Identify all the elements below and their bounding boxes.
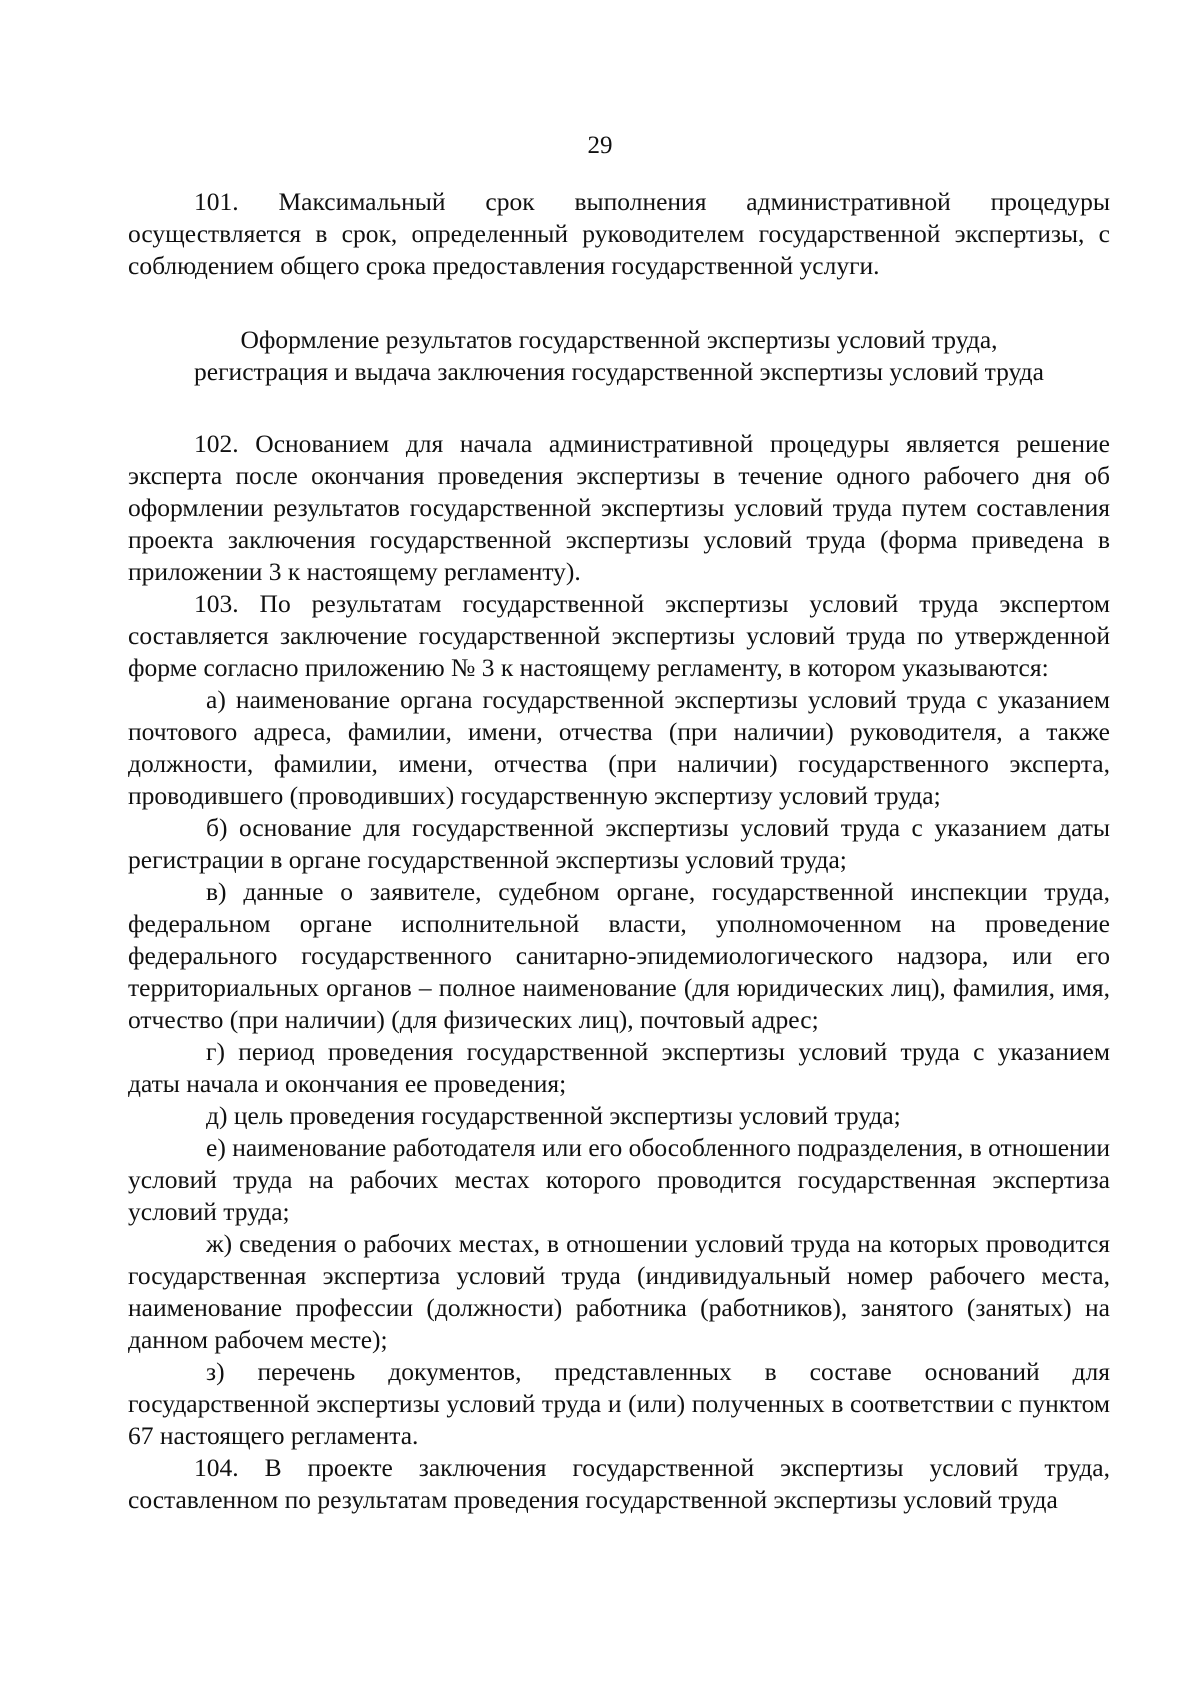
list-item-d: д) цель проведения государственной экспертизы условий труда; — [206, 1101, 901, 1130]
list-item-zh: ж) сведения о рабочих местах, в отношении условий труда на которых проводится государственная экспертиза условий труда (индивидуальный номер рабочего места, наименование профессии (должности) работника (работников), занятого (занятых) на данном рабочем месте); — [128, 1229, 1110, 1354]
list-item-a: а) наименование органа государственной экспертизы условий труда с указанием почтового адреса, фамилии, имени, отчества (при наличии) руководителя, а также должности, фамилии, имени, отчества (при наличии) государственного эксперта, проводившего (проводивших) государственную экспертизу условий труда; — [128, 685, 1110, 810]
paragraph-102: 102. Основанием для начала административной процедуры является решение эксперта после окончания проведения экспертизы в течение одного рабочего дня об оформлении результатов государственной экспертизы условий труда путем составления проекта заключения государственной экспертизы условий труда (форма приведена в приложении 3 к настоящему регламенту). — [128, 429, 1110, 586]
section-heading — [128, 324, 1110, 388]
list-item-b: б) основание для государственной экспертизы условий труда с указанием даты регистрации в органе государственной экспертизы условий труда; — [128, 813, 1110, 874]
paragraph-104: 104. В проекте заключения государственной экспертизы условий труда, составленном по результатам проведения государственной экспертизы условий труда — [128, 1453, 1110, 1514]
list-item-g: г) период проведения государственной экспертизы условий труда с указанием даты начала и окончания ее проведения; — [128, 1037, 1110, 1098]
list-item-e: е) наименование работодателя или его обособленного подразделения, в отношении условий труда на рабочих местах которого проводится государственная экспертиза условий труда; — [128, 1133, 1110, 1226]
paragraph-103: 103. По результатам государственной экспертизы условий труда экспертом составляется заключение государственной экспертизы условий труда по утвержденной форме согласно приложению № 3 к настоящему регламенту, в котором указываются: — [128, 589, 1110, 682]
paragraph-101: 101. Максимальный срок выполнения административной процедуры осуществляется в срок, определенный руководителем государственной экспертизы, с соблюдением общего срока предоставления государственной услуги. — [128, 187, 1110, 280]
document-body — [128, 186, 1110, 1516]
section-heading-line-2: регистрация и выдача заключения государственной экспертизы условий труда — [194, 357, 1044, 386]
page-number: 29 — [587, 132, 613, 159]
section-heading-line-1: Оформление результатов государственной экспертизы условий труда, — [240, 325, 998, 354]
list-item-v: в) данные о заявителе, судебном органе, государственной инспекции труда, федеральном органе исполнительной власти, уполномоченном на проведение федерального государственного санитарно-эпидемиологического надзора, или его территориальных органов – полное наименование (для юридических лиц), фамилия, имя, отчество (при наличии) (для физических лиц), почтовый адрес; — [128, 877, 1110, 1034]
list-item-z: з) перечень документов, представленных в составе оснований для государственной экспертизы условий труда и (или) полученных в соответствии с пунктом 67 настоящего регламента. — [128, 1357, 1110, 1450]
